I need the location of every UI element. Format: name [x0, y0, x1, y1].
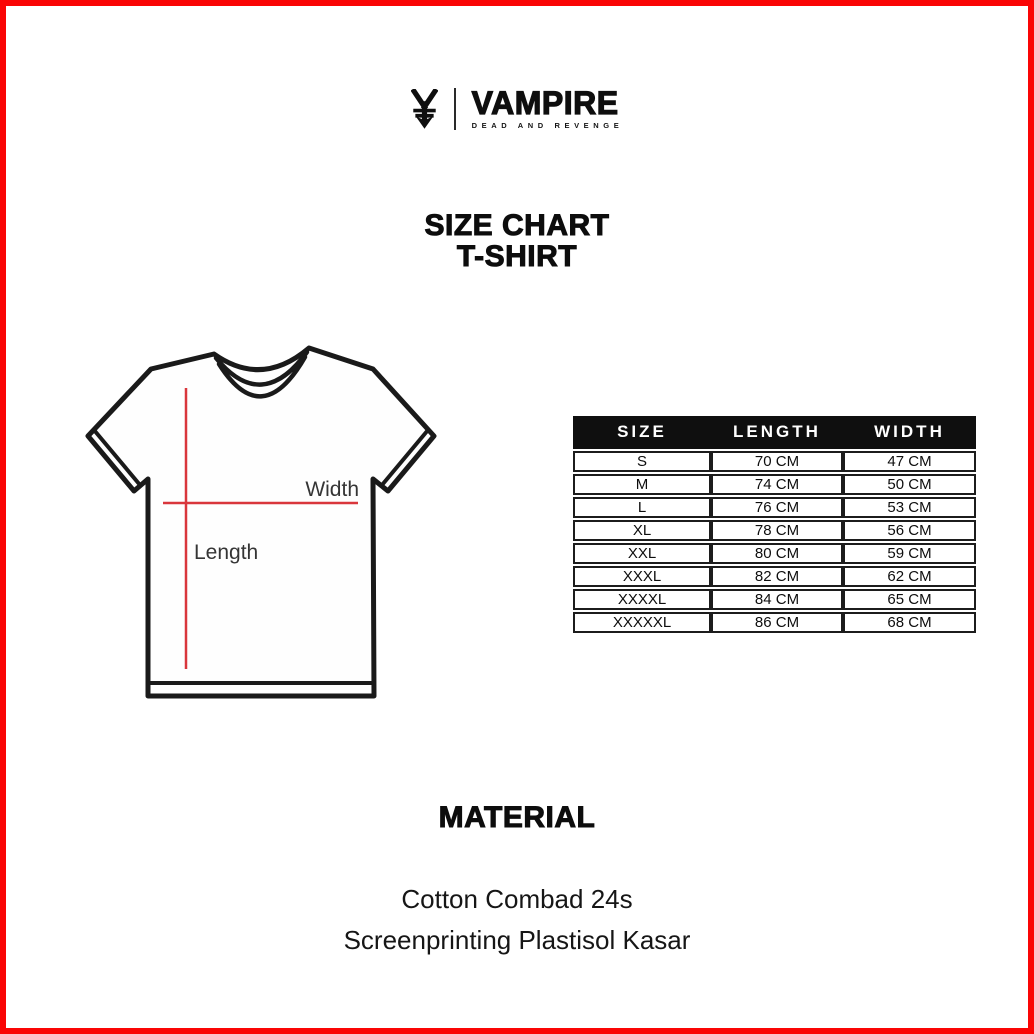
logo-textblock: [471, 85, 624, 130]
size-cell: XXL: [573, 543, 711, 564]
tshirt-outline: [88, 348, 434, 696]
logo-divider: [454, 88, 456, 130]
size-cell: XXXXXL: [573, 612, 711, 633]
page-title: [6, 210, 1028, 272]
size-cell: XXXL: [573, 566, 711, 587]
size-row: [573, 589, 976, 610]
yen-arrow-mark-icon: [411, 89, 438, 129]
length-label: Length: [194, 541, 259, 564]
tshirt-diagram: [76, 336, 476, 716]
width-cell: 56 CM: [843, 520, 976, 541]
header-row: [573, 416, 976, 449]
material-info: [6, 879, 1028, 961]
header-length: LENGTH: [711, 416, 843, 449]
length-cell: 78 CM: [711, 520, 843, 541]
length-cell: 70 CM: [711, 451, 843, 472]
header-size: SIZE: [573, 416, 711, 449]
material-line-2: Screenprinting Plastisol Kasar: [343, 925, 691, 955]
page-title-line1: SIZE CHART: [424, 209, 610, 242]
width-cell: 65 CM: [843, 589, 976, 610]
length-cell: 86 CM: [711, 612, 843, 633]
brand-tagline: DEAD AND REVENGE: [471, 121, 624, 130]
width-cell: 47 CM: [843, 451, 976, 472]
size-cell: L: [573, 497, 711, 518]
length-cell: 76 CM: [711, 497, 843, 518]
size-table: [573, 414, 976, 635]
size-cell: XXXXL: [573, 589, 711, 610]
width-cell: 59 CM: [843, 543, 976, 564]
size-row: [573, 497, 976, 518]
size-row: [573, 566, 976, 587]
width-cell: 53 CM: [843, 497, 976, 518]
size-table-header: [573, 416, 976, 449]
length-cell: 74 CM: [711, 474, 843, 495]
size-row: [573, 474, 976, 495]
header-width: WIDTH: [843, 416, 976, 449]
tshirt-illustration: [76, 336, 476, 716]
size-cell: XL: [573, 520, 711, 541]
size-row: [573, 543, 976, 564]
length-cell: 84 CM: [711, 589, 843, 610]
size-row: [573, 451, 976, 472]
width-label: Width: [305, 478, 359, 501]
length-cell: 80 CM: [711, 543, 843, 564]
material-title: MATERIAL: [438, 801, 596, 834]
brand-logo: [6, 85, 1028, 130]
brand-name: VAMPIRE: [471, 85, 619, 121]
page-title-line2: T-SHIRT: [456, 240, 578, 273]
width-cell: 50 CM: [843, 474, 976, 495]
width-cell: 62 CM: [843, 566, 976, 587]
material-line-1: Cotton Combad 24s: [401, 884, 633, 914]
size-cell: M: [573, 474, 711, 495]
length-cell: 82 CM: [711, 566, 843, 587]
size-cell: S: [573, 451, 711, 472]
width-cell: 68 CM: [843, 612, 976, 633]
size-row: [573, 520, 976, 541]
size-row: [573, 612, 976, 633]
